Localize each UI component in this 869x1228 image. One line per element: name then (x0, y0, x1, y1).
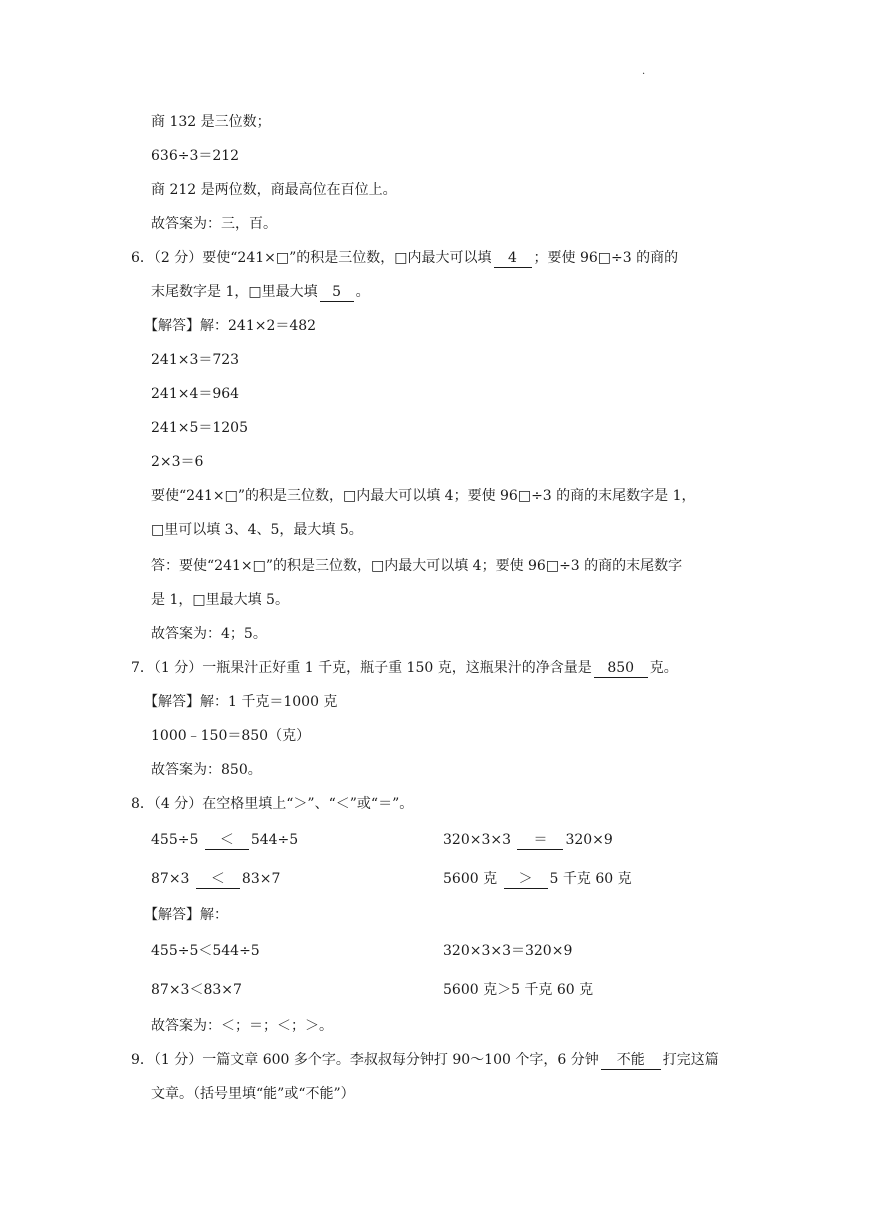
expression: 544÷5 (250, 832, 299, 848)
question-number: 6． (131, 250, 154, 266)
question-text: 末尾数字是 1，□里最大填 (151, 284, 318, 300)
question-6-cont (151, 282, 370, 302)
solution-header (144, 905, 228, 925)
explanation-line: □里可以填 3、4、5，最大填 5。 (151, 522, 363, 538)
answer-blank: 850 (594, 660, 648, 678)
answer-blank: ＜ (196, 871, 240, 889)
solution-line: 455÷5＜544÷5 (151, 943, 260, 959)
final-answer: 故答案为：＜；＝；＜；＞。 (151, 1018, 333, 1034)
solution-line: 1000﹣150＝850（克） (151, 728, 311, 744)
question-number: 7． (131, 660, 154, 676)
question-text: 。 (355, 284, 370, 300)
comparison-item (443, 869, 632, 889)
expression: 5600 克 (443, 871, 498, 887)
prev-answer: 故答案为：三，百。 (151, 216, 277, 232)
question-8 (131, 794, 413, 814)
solution-label: 【解答】 (144, 318, 200, 334)
page-marker: . (642, 66, 646, 77)
question-text: （1 分）一篇文章 600 多个字。李叔叔每分钟打 90～100 个字，6 分钟 (153, 1052, 599, 1068)
answer-statement: 答：要使“241×□”的积是三位数，□内最大可以填 4；要使 96□÷3 的商的末尾数字 (151, 558, 683, 574)
explanation-line: 要使“241×□”的积是三位数，□内最大可以填 4；要使 96□÷3 的商的末尾数字是 1， (151, 488, 696, 504)
question-text: （4 分）在空格里填上“＞”、“＜”或“＝”。 (153, 796, 414, 812)
prev-solution-line: 636÷3＝212 (151, 148, 240, 164)
solution-line: 解： (200, 907, 228, 923)
solution-line: 解：1 千克＝1000 克 (200, 694, 338, 710)
question-6 (131, 248, 678, 268)
expression: 320×3×3 (443, 832, 511, 848)
expression: 87×3 (151, 871, 190, 887)
expression: 83×7 (241, 871, 281, 887)
final-answer: 故答案为：850。 (151, 762, 262, 778)
solution-header (144, 692, 337, 712)
answer-blank: 不能 (601, 1052, 661, 1070)
solution-line: 解：241×2＝482 (200, 318, 317, 334)
answer-blank: 5 (320, 284, 354, 302)
solution-line: 2×3＝6 (151, 454, 204, 470)
comparison-item (151, 830, 298, 850)
question-text: 打完这篇 (662, 1052, 719, 1068)
solution-line: 241×3＝723 (151, 352, 240, 368)
solution-label: 【解答】 (144, 907, 200, 923)
comparison-item (151, 869, 280, 889)
prev-solution-line: 商 132 是三位数； (151, 114, 271, 130)
answer-blank: ＞ (504, 871, 548, 889)
question-7 (131, 658, 678, 678)
answer-blank: 4 (494, 250, 532, 268)
question-text: （1 分）一瓶果汁正好重 1 千克，瓶子重 150 克，这瓶果汁的净含量是 (153, 660, 592, 676)
solution-line: 241×5＝1205 (151, 420, 248, 436)
expression: 320×9 (565, 832, 613, 848)
question-number: 8． (131, 796, 154, 812)
comparison-item (443, 830, 613, 850)
question-text: ；要使 96□÷3 的商的 (533, 250, 679, 266)
answer-blank: ＜ (205, 832, 249, 850)
question-9 (131, 1050, 719, 1070)
expression: 5 千克 60 克 (549, 871, 632, 887)
solution-line: 5600 克＞5 千克 60 克 (443, 982, 594, 998)
solution-line: 241×4＝964 (151, 386, 240, 402)
answer-blank: ＝ (517, 832, 563, 850)
solution-line: 320×3×3＝320×9 (443, 943, 573, 959)
final-answer: 故答案为：4；5。 (151, 626, 267, 642)
answer-statement: 是 1，□里最大填 5。 (151, 592, 289, 608)
prev-solution-line: 商 212 是两位数，商最高位在百位上。 (151, 182, 397, 198)
solution-line: 87×3＜83×7 (151, 982, 242, 998)
question-number: 9． (131, 1052, 154, 1068)
question-text: （2 分）要使“241×□”的积是三位数，□内最大可以填 (153, 250, 492, 266)
question-text: 克。 (649, 660, 678, 676)
question-9-cont: 文章。（括号里填“能”或“不能”） (151, 1086, 355, 1102)
solution-label: 【解答】 (144, 694, 200, 710)
expression: 455÷5 (151, 832, 199, 848)
solution-header (144, 316, 316, 336)
